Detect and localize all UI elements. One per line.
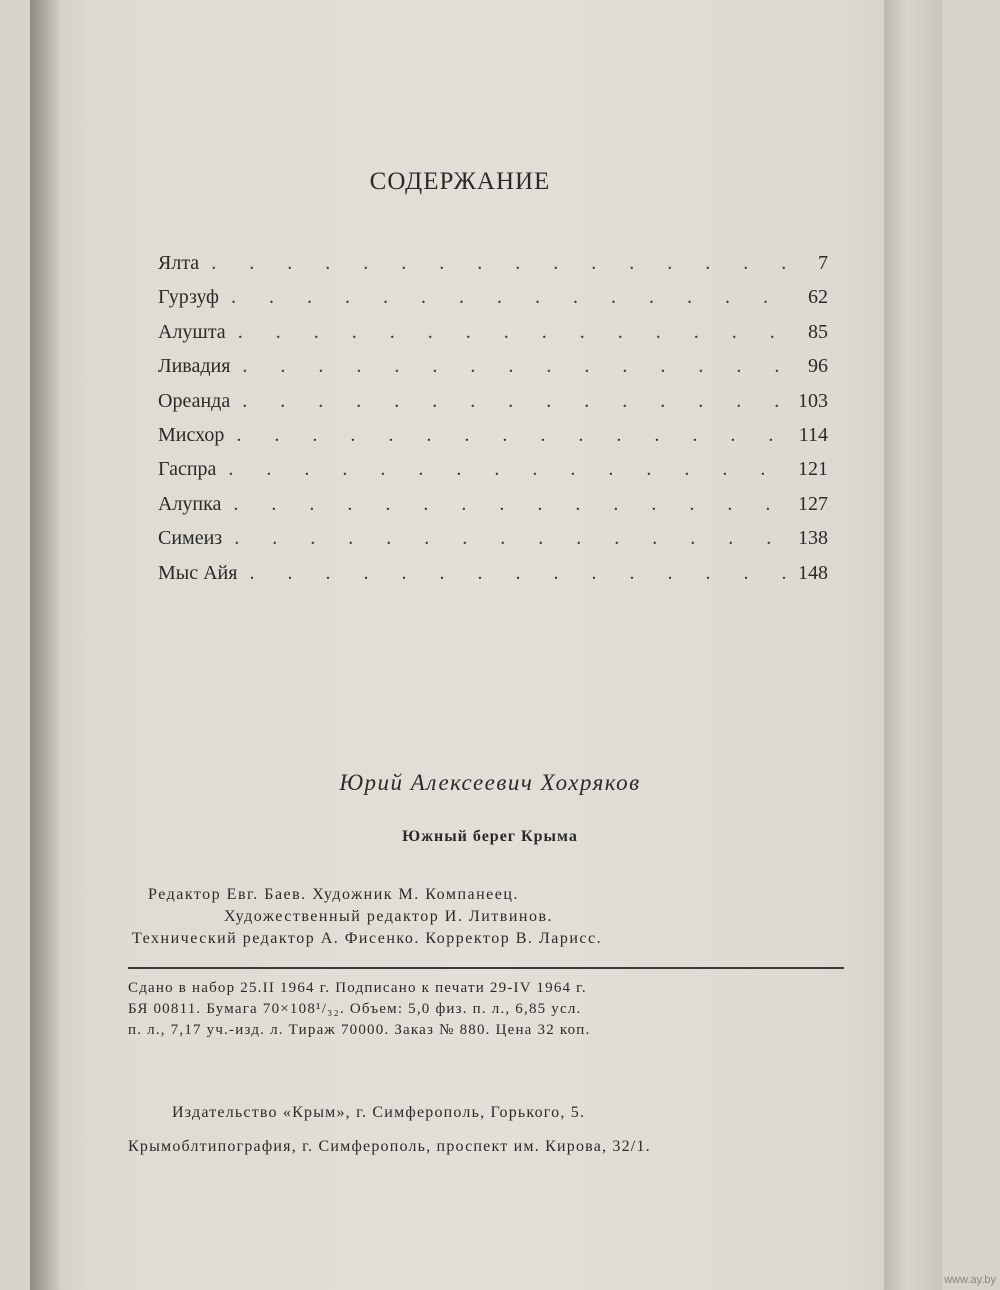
book-spine bbox=[30, 0, 60, 1290]
site-watermark: www.ay.by bbox=[944, 1274, 996, 1286]
toc-leader-dots bbox=[242, 355, 802, 378]
printer-line: Крымоблтипография, г. Симферополь, проспект им. Кирова, 32/1. bbox=[128, 1138, 651, 1155]
credits-line: Редактор Евг. Баев. Художник М. Компанеец. bbox=[148, 886, 519, 903]
toc-leader-dots bbox=[234, 527, 792, 550]
toc-leader-dots bbox=[211, 252, 812, 275]
toc-leader-dots bbox=[236, 424, 792, 447]
toc-entry-page: 96 bbox=[808, 355, 828, 378]
toc-entry bbox=[158, 286, 828, 320]
toc-entry-page: 62 bbox=[808, 286, 828, 309]
toc-entry-page: 85 bbox=[808, 320, 828, 343]
credits-block bbox=[128, 884, 848, 950]
imprint-line: Сдано в набор 25.II 1964 г. Подписано к печати 29-IV 1964 г. bbox=[128, 980, 587, 996]
toc-leader-dots bbox=[233, 493, 792, 516]
toc-entry-name: Алушта bbox=[158, 320, 226, 343]
credits-line: Технический редактор А. Фисенко. Корректор В. Ларисс. bbox=[132, 930, 603, 947]
toc-entry-page: 7 bbox=[818, 252, 828, 274]
divider-rule bbox=[128, 967, 844, 969]
toc-leader-dots bbox=[249, 562, 792, 585]
next-page-edge bbox=[884, 0, 942, 1290]
toc-entry bbox=[158, 562, 828, 596]
toc-entry-page: 103 bbox=[798, 389, 828, 412]
toc-entry-name: Ореанда bbox=[158, 389, 231, 412]
toc-entry-name: Мыс Айя bbox=[158, 561, 238, 584]
toc-entry-name: Ливадия bbox=[158, 355, 231, 378]
toc-entry-name: Алупка bbox=[158, 492, 222, 515]
toc-leader-dots bbox=[228, 458, 792, 481]
author-name: Юрий Алексеевич Хохряков bbox=[339, 770, 641, 795]
toc-entry bbox=[158, 252, 828, 286]
publisher-line: Издательство «Крым», г. Симферополь, Горького, 5. bbox=[172, 1104, 586, 1121]
publisher-block bbox=[128, 1096, 848, 1164]
book-title: Южный берег Крыма bbox=[402, 828, 578, 845]
table-of-contents bbox=[158, 252, 828, 596]
toc-entry-name: Симеиз bbox=[158, 527, 223, 550]
toc-entry-name: Ялта bbox=[158, 252, 200, 274]
imprint-line: п. л., 7,17 уч.-изд. л. Тираж 70000. Заказ № 880. Цена 32 коп. bbox=[128, 1022, 591, 1038]
toc-title: СОДЕРЖАНИЕ bbox=[369, 168, 551, 195]
toc-entry bbox=[158, 390, 828, 424]
toc-entry bbox=[158, 355, 828, 389]
toc-entry bbox=[158, 527, 828, 561]
toc-entry-name: Гурзуф bbox=[158, 286, 219, 309]
toc-entry-page: 114 bbox=[798, 423, 828, 446]
toc-entry-page: 138 bbox=[798, 527, 828, 550]
toc-entry-page: 121 bbox=[798, 458, 828, 481]
toc-leader-dots bbox=[242, 390, 792, 413]
imprint-line: БЯ 00811. Бумага 70×108¹/₃₂. Объем: 5,0 физ. п. л., 6,85 усл. bbox=[128, 1001, 582, 1017]
toc-entry bbox=[158, 493, 828, 527]
toc-entry-name: Гаспра bbox=[158, 458, 217, 481]
toc-leader-dots bbox=[231, 286, 802, 309]
toc-leader-dots bbox=[238, 321, 802, 344]
imprint-block bbox=[128, 978, 848, 1041]
credits-line: Художественный редактор И. Литвинов. bbox=[224, 908, 553, 925]
toc-entry bbox=[158, 321, 828, 355]
toc-entry-page: 127 bbox=[798, 492, 828, 515]
toc-entry-page: 148 bbox=[798, 561, 828, 584]
toc-entry bbox=[158, 458, 828, 492]
toc-entry bbox=[158, 424, 828, 458]
toc-entry-name: Мисхор bbox=[158, 423, 225, 446]
